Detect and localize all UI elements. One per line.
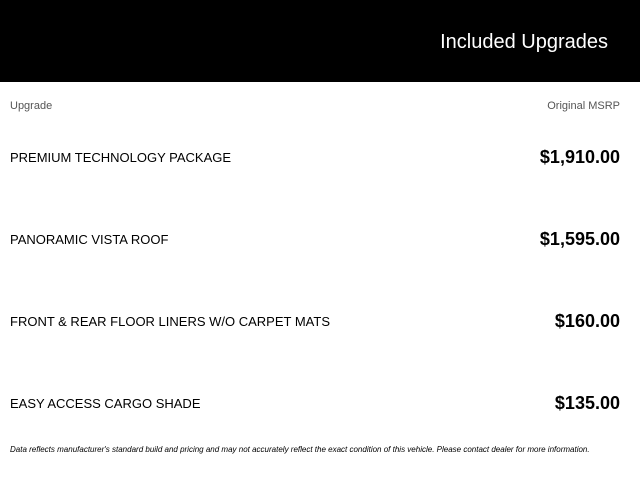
upgrade-price: $1,595.00: [539, 229, 620, 249]
upgrade-name: FRONT & REAR FLOOR LINERS W/O CARPET MATS: [10, 314, 330, 329]
upgrade-row: [0, 224, 640, 254]
upgrade-row: [0, 142, 640, 172]
disclaimer-text: Data reflects manufacturer's standard build and pricing and may not accurately reflect the exact condition of this vehicle. Please contact dealer for more information.: [10, 445, 590, 454]
column-header-upgrade: Upgrade: [10, 100, 53, 112]
upgrade-price: $1,910.00: [539, 147, 620, 167]
upgrade-name: EASY ACCESS CARGO SHADE: [10, 396, 201, 411]
upgrade-price: $160.00: [554, 311, 620, 331]
upgrade-name: PREMIUM TECHNOLOGY PACKAGE: [10, 150, 232, 165]
header-bar: [0, 0, 640, 82]
column-header-msrp: Original MSRP: [547, 100, 620, 112]
upgrade-row: [0, 388, 640, 418]
upgrade-row: [0, 306, 640, 336]
page-title: Included Upgrades: [440, 31, 608, 53]
upgrade-name: PANORAMIC VISTA ROOF: [10, 232, 169, 247]
upgrade-price: $135.00: [554, 393, 620, 413]
